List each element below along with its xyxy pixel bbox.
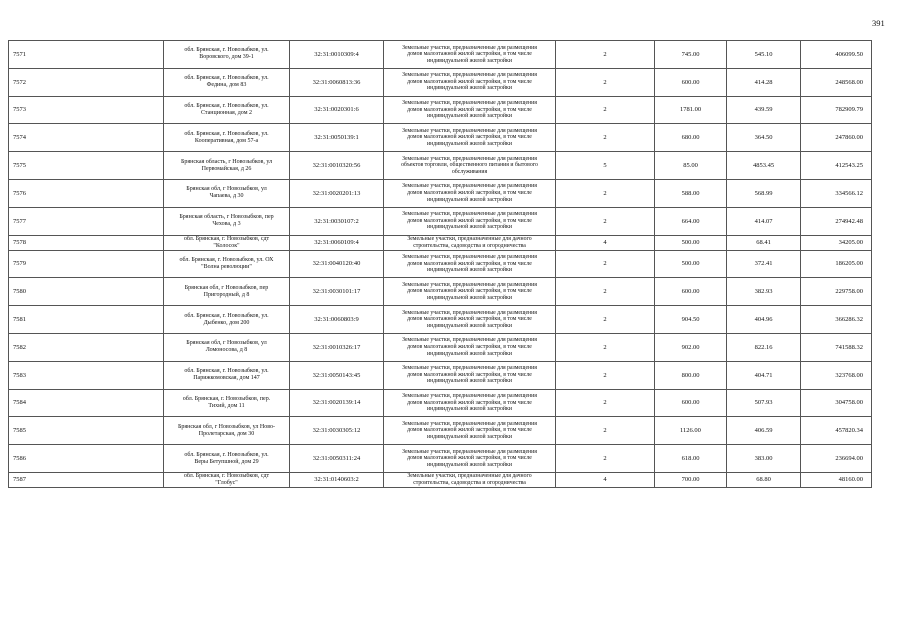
specific-value-cell: 507.93 bbox=[727, 389, 801, 417]
address-cell: обл. Брянская, г. Новозыбков, ул. Кооперативная, дом 57-а bbox=[164, 124, 290, 152]
cadastral-number-cell: 32:31:0030101:17 bbox=[290, 278, 384, 306]
cadastral-number-cell: 32:31:0050139:1 bbox=[290, 124, 384, 152]
table-row bbox=[9, 361, 872, 389]
cadastral-number-cell: 32:31:0060109:4 bbox=[290, 235, 384, 250]
area-cell: 902.00 bbox=[655, 333, 727, 361]
land-parcels-table bbox=[8, 40, 872, 488]
land-use-type-cell: Земельные участки, предназначенные для размещения домов малоэтажной жилой застройки, в том числе индивидуальной жилой застройки bbox=[384, 445, 556, 473]
cadastral-number-cell: 32:31:0140603:2 bbox=[290, 472, 384, 487]
address-cell: обл. Брянская, г. Новозыбков, сдт "Колосок" bbox=[164, 235, 290, 250]
cadastral-number-cell: 32:31:0010309:4 bbox=[290, 41, 384, 69]
group-code-cell: 2 bbox=[556, 417, 655, 445]
row-number-cell: 7572 bbox=[9, 68, 164, 96]
cadastral-number-cell: 32:31:0020139:14 bbox=[290, 389, 384, 417]
cadastral-value-cell: 229758.00 bbox=[801, 278, 872, 306]
row-number-cell: 7584 bbox=[9, 389, 164, 417]
address-cell: обл. Брянская, г. Новозыбков, ул. Федина, дом 83 bbox=[164, 68, 290, 96]
table-row bbox=[9, 333, 872, 361]
cadastral-number-cell: 32:31:0020201:13 bbox=[290, 179, 384, 207]
row-number-cell: 7582 bbox=[9, 333, 164, 361]
group-code-cell: 2 bbox=[556, 96, 655, 124]
cadastral-number-cell: 32:31:0010320:56 bbox=[290, 152, 384, 180]
row-number-cell: 7575 bbox=[9, 152, 164, 180]
group-code-cell: 2 bbox=[556, 179, 655, 207]
land-use-type-cell: Земельные участки, предназначенные для размещения домов малоэтажной жилой застройки, в том числе индивидуальной жилой застройки bbox=[384, 96, 556, 124]
land-use-type-cell: Земельные участки, предназначенные для размещения домов малоэтажной жилой застройки, в том числе индивидуальной жилой застройки bbox=[384, 361, 556, 389]
cadastral-number-cell: 32:31:0060813:36 bbox=[290, 68, 384, 96]
land-use-type-cell: Земельные участки, предназначенные для размещения домов малоэтажной жилой застройки, в том числе индивидуальной жилой застройки bbox=[384, 389, 556, 417]
group-code-cell: 4 bbox=[556, 235, 655, 250]
cadastral-value-cell: 741588.32 bbox=[801, 333, 872, 361]
area-cell: 500.00 bbox=[655, 250, 727, 278]
row-number-cell: 7583 bbox=[9, 361, 164, 389]
land-use-type-cell: Земельные участки, предназначенные для дачного строительства, садоводства и огородничества bbox=[384, 235, 556, 250]
table-row bbox=[9, 68, 872, 96]
area-cell: 904.50 bbox=[655, 306, 727, 334]
land-use-type-cell: Земельные участки, предназначенные для дачного строительства, садоводства и огородничества bbox=[384, 472, 556, 487]
cadastral-number-cell: 32:31:0050143:45 bbox=[290, 361, 384, 389]
row-number-cell: 7586 bbox=[9, 445, 164, 473]
cadastral-value-cell: 274942.48 bbox=[801, 207, 872, 235]
land-use-type-cell: Земельные участки, предназначенные для размещения домов малоэтажной жилой застройки, в том числе индивидуальной жилой застройки bbox=[384, 333, 556, 361]
specific-value-cell: 568.99 bbox=[727, 179, 801, 207]
cadastral-number-cell: 32:31:0030107:2 bbox=[290, 207, 384, 235]
specific-value-cell: 404.71 bbox=[727, 361, 801, 389]
table-row bbox=[9, 235, 872, 250]
cadastral-value-cell: 457820.34 bbox=[801, 417, 872, 445]
row-number-cell: 7577 bbox=[9, 207, 164, 235]
land-use-type-cell: Земельные участки, предназначенные для размещения домов малоэтажной жилой застройки, в том числе индивидуальной жилой застройки bbox=[384, 41, 556, 69]
cadastral-value-cell: 782909.79 bbox=[801, 96, 872, 124]
specific-value-cell: 4853.45 bbox=[727, 152, 801, 180]
cadastral-number-cell: 32:31:0050311:24 bbox=[290, 445, 384, 473]
group-code-cell: 2 bbox=[556, 389, 655, 417]
land-use-type-cell: Земельные участки, предназначенные для размещения домов малоэтажной жилой застройки, в том числе индивидуальной жилой застройки bbox=[384, 207, 556, 235]
table-row bbox=[9, 152, 872, 180]
specific-value-cell: 382.93 bbox=[727, 278, 801, 306]
group-code-cell: 2 bbox=[556, 124, 655, 152]
row-number-cell: 7587 bbox=[9, 472, 164, 487]
area-cell: 680.00 bbox=[655, 124, 727, 152]
cadastral-value-cell: 304758.00 bbox=[801, 389, 872, 417]
address-cell: обл. Брянская, г. Новозыбков, ул. Воровского, дом 39-1 bbox=[164, 41, 290, 69]
land-use-type-cell: Земельные участки, предназначенные для размещения объектов торговли, общественного питания и бытового обслуживания bbox=[384, 152, 556, 180]
table-row bbox=[9, 445, 872, 473]
table-row bbox=[9, 207, 872, 235]
cadastral-number-cell: 32:31:0020301:6 bbox=[290, 96, 384, 124]
table-row bbox=[9, 41, 872, 69]
area-cell: 500.00 bbox=[655, 235, 727, 250]
area-cell: 85.00 bbox=[655, 152, 727, 180]
cadastral-value-cell: 236694.00 bbox=[801, 445, 872, 473]
specific-value-cell: 414.07 bbox=[727, 207, 801, 235]
area-cell: 588.00 bbox=[655, 179, 727, 207]
table-row bbox=[9, 417, 872, 445]
row-number-cell: 7573 bbox=[9, 96, 164, 124]
address-cell: Брянская обл, г Новозыбков, ул Чапаева, д 30 bbox=[164, 179, 290, 207]
land-use-type-cell: Земельные участки, предназначенные для размещения домов малоэтажной жилой застройки, в том числе индивидуальной жилой застройки bbox=[384, 306, 556, 334]
area-cell: 618.00 bbox=[655, 445, 727, 473]
area-cell: 600.00 bbox=[655, 68, 727, 96]
cadastral-value-cell: 48160.00 bbox=[801, 472, 872, 487]
land-use-type-cell: Земельные участки, предназначенные для размещения домов малоэтажной жилой застройки, в том числе индивидуальной жилой застройки bbox=[384, 179, 556, 207]
table-row bbox=[9, 179, 872, 207]
row-number-cell: 7581 bbox=[9, 306, 164, 334]
page-number: 391 bbox=[872, 18, 885, 28]
group-code-cell: 2 bbox=[556, 68, 655, 96]
group-code-cell: 4 bbox=[556, 472, 655, 487]
address-cell: Брянская обл, г Новозыбков, ул Ломоносова, д 8 bbox=[164, 333, 290, 361]
row-number-cell: 7585 bbox=[9, 417, 164, 445]
cadastral-value-cell: 34205.00 bbox=[801, 235, 872, 250]
specific-value-cell: 404.96 bbox=[727, 306, 801, 334]
row-number-cell: 7571 bbox=[9, 41, 164, 69]
cadastral-value-cell: 366286.32 bbox=[801, 306, 872, 334]
area-cell: 745.00 bbox=[655, 41, 727, 69]
address-cell: Брянская обл, г Новозыбков, пер Пригородный, д 8 bbox=[164, 278, 290, 306]
group-code-cell: 2 bbox=[556, 361, 655, 389]
row-number-cell: 7576 bbox=[9, 179, 164, 207]
cadastral-value-cell: 334566.12 bbox=[801, 179, 872, 207]
area-cell: 600.00 bbox=[655, 389, 727, 417]
cadastral-value-cell: 248568.00 bbox=[801, 68, 872, 96]
cadastral-value-cell: 186205.00 bbox=[801, 250, 872, 278]
address-cell: обл. Брянская, г. Новозыбков, ул. Веры Бетупшной, дом 29 bbox=[164, 445, 290, 473]
specific-value-cell: 372.41 bbox=[727, 250, 801, 278]
row-number-cell: 7578 bbox=[9, 235, 164, 250]
area-cell: 1781.00 bbox=[655, 96, 727, 124]
specific-value-cell: 68.80 bbox=[727, 472, 801, 487]
specific-value-cell: 406.59 bbox=[727, 417, 801, 445]
specific-value-cell: 822.16 bbox=[727, 333, 801, 361]
address-cell: обл. Брянская, г. Новозыбков, ул. Парижкомовская, дом 147 bbox=[164, 361, 290, 389]
land-use-type-cell: Земельные участки, предназначенные для размещения домов малоэтажной жилой застройки, в том числе индивидуальной жилой застройки bbox=[384, 68, 556, 96]
group-code-cell: 2 bbox=[556, 41, 655, 69]
table-row bbox=[9, 124, 872, 152]
group-code-cell: 2 bbox=[556, 333, 655, 361]
group-code-cell: 2 bbox=[556, 278, 655, 306]
group-code-cell: 2 bbox=[556, 207, 655, 235]
table-row bbox=[9, 96, 872, 124]
cadastral-number-cell: 32:31:0030305:12 bbox=[290, 417, 384, 445]
table-row bbox=[9, 306, 872, 334]
address-cell: обл. Брянская, г. Новозыбков, сдт "Глобус" bbox=[164, 472, 290, 487]
cadastral-value-cell: 412543.25 bbox=[801, 152, 872, 180]
address-cell: Брянская обл, г Новозыбков, ул Ново- Пролетарская, дом 30 bbox=[164, 417, 290, 445]
area-cell: 600.00 bbox=[655, 278, 727, 306]
cadastral-number-cell: 32:31:0060803:9 bbox=[290, 306, 384, 334]
specific-value-cell: 68.41 bbox=[727, 235, 801, 250]
specific-value-cell: 545.10 bbox=[727, 41, 801, 69]
address-cell: обл. Брянская, г. Новозыбков, ул. Станционная, дом 2 bbox=[164, 96, 290, 124]
land-use-type-cell: Земельные участки, предназначенные для размещения домов малоэтажной жилой застройки, в том числе индивидуальной жилой застройки bbox=[384, 278, 556, 306]
specific-value-cell: 383.00 bbox=[727, 445, 801, 473]
row-number-cell: 7574 bbox=[9, 124, 164, 152]
land-use-type-cell: Земельные участки, предназначенные для размещения домов малоэтажной жилой застройки, в том числе индивидуальной жилой застройки bbox=[384, 417, 556, 445]
specific-value-cell: 414.28 bbox=[727, 68, 801, 96]
address-cell: Брянская область, г Новозыбков, пер Чехова, д 3 bbox=[164, 207, 290, 235]
address-cell: Брянская область, г Новозыбков, ул Первомайская, д 26 bbox=[164, 152, 290, 180]
address-cell: обл. Брянская, г. Новозыбков, ул. ОХ "Волна революции" bbox=[164, 250, 290, 278]
table-row bbox=[9, 278, 872, 306]
specific-value-cell: 364.50 bbox=[727, 124, 801, 152]
land-use-type-cell: Земельные участки, предназначенные для размещения домов малоэтажной жилой застройки, в том числе индивидуальной жилой застройки bbox=[384, 250, 556, 278]
group-code-cell: 2 bbox=[556, 445, 655, 473]
area-cell: 664.00 bbox=[655, 207, 727, 235]
row-number-cell: 7580 bbox=[9, 278, 164, 306]
row-number-cell: 7579 bbox=[9, 250, 164, 278]
group-code-cell: 2 bbox=[556, 250, 655, 278]
table-row bbox=[9, 250, 872, 278]
table-row bbox=[9, 389, 872, 417]
specific-value-cell: 439.59 bbox=[727, 96, 801, 124]
cadastral-number-cell: 32:31:0010326:17 bbox=[290, 333, 384, 361]
area-cell: 1126.00 bbox=[655, 417, 727, 445]
cadastral-value-cell: 406099.50 bbox=[801, 41, 872, 69]
table-row bbox=[9, 472, 872, 487]
address-cell: обл. Брянская, г. Новозыбков, пер. Тихий, дом 11 bbox=[164, 389, 290, 417]
address-cell: обл. Брянская, г. Новозыбков, ул. Дыбенко, дом 200 bbox=[164, 306, 290, 334]
cadastral-value-cell: 323768.00 bbox=[801, 361, 872, 389]
area-cell: 800.00 bbox=[655, 361, 727, 389]
cadastral-number-cell: 32:31:0040120:40 bbox=[290, 250, 384, 278]
area-cell: 700.00 bbox=[655, 472, 727, 487]
group-code-cell: 2 bbox=[556, 306, 655, 334]
land-use-type-cell: Земельные участки, предназначенные для размещения домов малоэтажной жилой застройки, в том числе индивидуальной жилой застройки bbox=[384, 124, 556, 152]
cadastral-value-cell: 247860.00 bbox=[801, 124, 872, 152]
group-code-cell: 5 bbox=[556, 152, 655, 180]
